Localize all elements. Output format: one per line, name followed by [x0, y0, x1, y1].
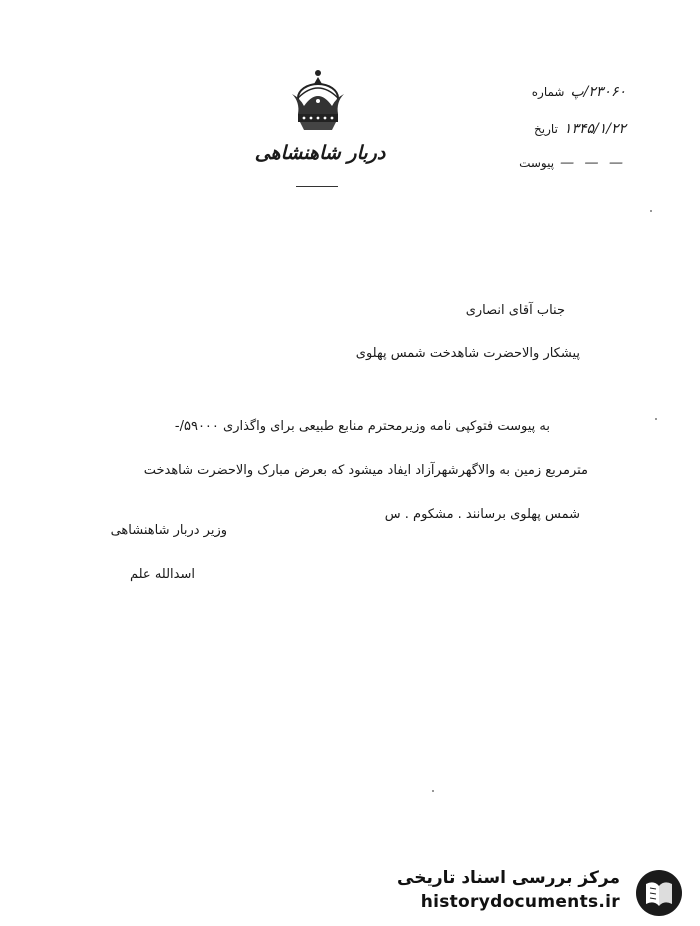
addressee-title: پیشکار والاحضرت شاهدخت شمس پهلوی	[355, 346, 580, 361]
reference-attachment	[519, 155, 626, 171]
signature-name: اسدالله علم	[129, 567, 195, 582]
attachment-value: — — —	[560, 155, 626, 171]
body-line-3: شمس پهلوی برسانند . مشکوم . س	[384, 507, 580, 522]
attachment-label: پیوست	[519, 156, 555, 170]
date-label: تاریخ	[534, 122, 558, 136]
body-line-2: مترمربع زمین به والاگهرشهرآزاد ایفاد میشود که بعرض مبارک والاحضرت شاهدخت	[143, 463, 588, 478]
scan-speck	[432, 790, 434, 792]
court-name-underline	[296, 186, 338, 187]
body-line-1: به پیوست فتوکپی نامه وزیرمحترم منابع طبیعی برای واگذاری ۵۹۰۰۰/-	[174, 419, 550, 434]
scan-speck	[655, 418, 657, 420]
watermark-url: historydocuments.ir	[420, 892, 620, 912]
signature-title: وزیر دربار شاهنشاهی	[110, 523, 227, 538]
court-name: دربار شاهنشاهی	[254, 142, 386, 164]
reference-number	[532, 84, 626, 100]
addressee: جناب آقای انصاری	[465, 303, 565, 318]
book-logo-icon	[634, 868, 684, 918]
number-label: شماره	[531, 85, 565, 99]
reference-date	[534, 121, 626, 137]
watermark	[397, 866, 688, 918]
number-value: ۲۳۰۶۰/پ	[570, 84, 626, 100]
crown-emblem-icon	[282, 68, 354, 148]
date-value: ۱۳۴۵/۱/۲۲	[563, 121, 626, 137]
watermark-title: مرکز بررسی اسناد تاریخی	[397, 868, 620, 888]
scan-speck	[650, 210, 652, 212]
